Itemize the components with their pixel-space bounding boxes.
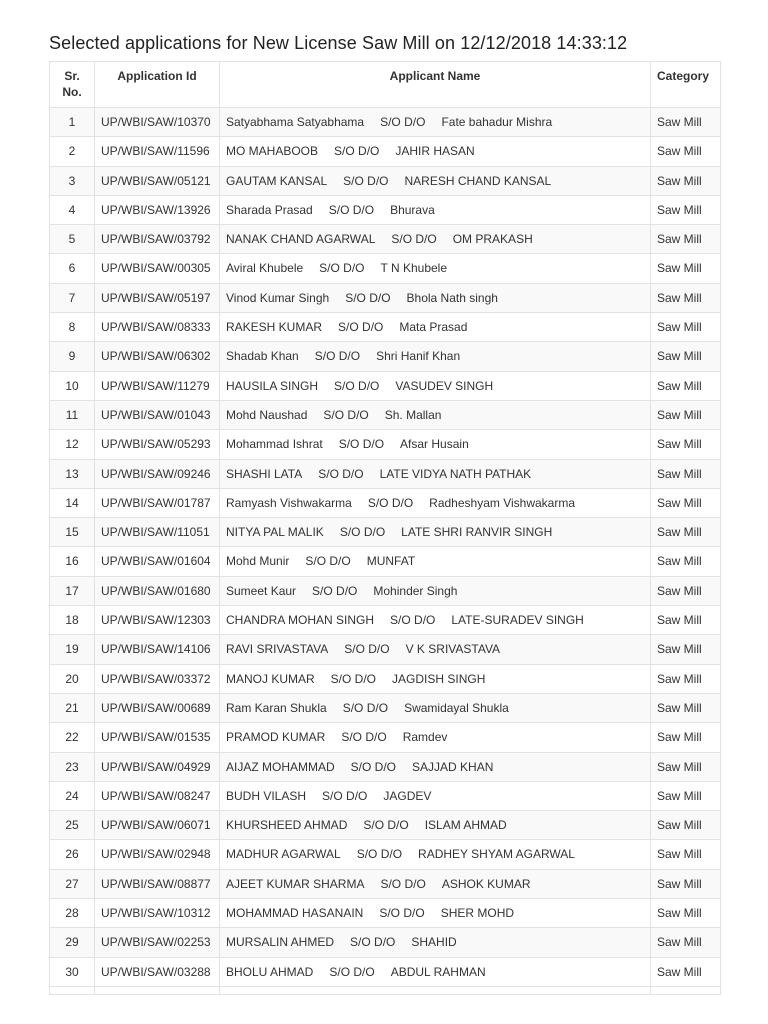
cell-category: Saw Mill bbox=[651, 283, 721, 312]
applicant-name: NANAK CHAND AGARWAL bbox=[226, 232, 376, 247]
parent-name: OM PRAKASH bbox=[452, 232, 533, 247]
cell-sr-no: 12 bbox=[50, 430, 95, 459]
applicant-name: Satyabhama Satyabhama bbox=[226, 115, 365, 129]
cell-applicant-name bbox=[220, 195, 651, 224]
cell-applicant-name bbox=[220, 108, 651, 137]
cell-applicant-name bbox=[220, 342, 651, 371]
cell-sr-no: 23 bbox=[50, 752, 95, 781]
cell-application-id: UP/WBI/SAW/11596 bbox=[95, 137, 220, 166]
parent-name: ABDUL RAHMAN bbox=[390, 964, 486, 979]
cell-application-id: UP/WBI/SAW/03792 bbox=[95, 225, 220, 254]
cell-sr-no: 11 bbox=[50, 400, 95, 429]
parent-name: JAGDISH SINGH bbox=[392, 671, 486, 686]
applicant-name: Ramyash Vishwakarma bbox=[226, 495, 352, 510]
table-row bbox=[50, 606, 721, 635]
relation-label: S/O D/O bbox=[338, 437, 385, 452]
parent-name: Ramdev bbox=[402, 730, 448, 745]
table-row bbox=[50, 840, 721, 869]
relation-label: S/O D/O bbox=[367, 495, 414, 510]
cell-sr-no: 19 bbox=[50, 635, 95, 664]
applicant-name: PRAMOD KUMAR bbox=[226, 730, 326, 745]
cell-applicant-name bbox=[220, 283, 651, 312]
applicant-name: HAUSILA SINGH bbox=[226, 378, 319, 393]
applicant-name: Ram Karan Shukla bbox=[226, 700, 327, 715]
applicant-name: Sumeet Kaur bbox=[226, 583, 297, 598]
cell-applicant-name bbox=[220, 459, 651, 488]
parent-name: Fate bahadur Mishra bbox=[441, 115, 553, 129]
cell-applicant-name bbox=[220, 957, 651, 986]
table-row bbox=[50, 254, 721, 283]
cell-applicant-name bbox=[220, 313, 651, 342]
table-row bbox=[50, 137, 721, 166]
parent-name: VASUDEV SINGH bbox=[395, 378, 494, 393]
cell-sr-no: 30 bbox=[50, 957, 95, 986]
parent-name: Afsar Husain bbox=[400, 437, 469, 452]
applicant-name: Shadab Khan bbox=[226, 349, 299, 364]
applicant-name: MURSALIN AHMED bbox=[226, 935, 335, 950]
cell-category: Saw Mill bbox=[651, 635, 721, 664]
cell-category: Saw Mill bbox=[651, 400, 721, 429]
applicant-name: Mohd Munir bbox=[226, 554, 290, 569]
cell-sr-no: 29 bbox=[50, 928, 95, 957]
cell-application-id: UP/WBI/SAW/10312 bbox=[95, 899, 220, 928]
cell-sr-no: 8 bbox=[50, 313, 95, 342]
cell-sr-no: 22 bbox=[50, 723, 95, 752]
header-applicant-name: Applicant Name bbox=[220, 62, 651, 108]
cell-application-id: UP/WBI/SAW/04929 bbox=[95, 752, 220, 781]
cell-applicant-name bbox=[220, 899, 651, 928]
cell-applicant-name bbox=[220, 576, 651, 605]
parent-name: Mata Prasad bbox=[399, 320, 468, 335]
relation-label: S/O D/O bbox=[350, 759, 397, 774]
cell-category: Saw Mill bbox=[651, 430, 721, 459]
table-row bbox=[50, 459, 721, 488]
cell-sr-no: 5 bbox=[50, 225, 95, 254]
relation-label: S/O D/O bbox=[329, 964, 375, 979]
table-row bbox=[50, 430, 721, 459]
cell-category: Saw Mill bbox=[651, 928, 721, 957]
relation-label: S/O D/O bbox=[343, 173, 389, 188]
relation-label: S/O D/O bbox=[363, 818, 409, 833]
cell-applicant-name bbox=[220, 840, 651, 869]
cell-sr-no: 16 bbox=[50, 547, 95, 576]
table-row bbox=[50, 371, 721, 400]
cell-category: Saw Mill bbox=[651, 108, 721, 137]
applicant-name: KHURSHEED AHMAD bbox=[226, 818, 348, 833]
relation-label: S/O D/O bbox=[314, 349, 361, 364]
table-row bbox=[50, 781, 721, 810]
relation-label: S/O D/O bbox=[305, 554, 351, 569]
relation-label: S/O D/O bbox=[390, 613, 436, 628]
parent-name: ISLAM AHMAD bbox=[424, 818, 507, 833]
cell-category: Saw Mill bbox=[651, 459, 721, 488]
cell-applicant-name bbox=[220, 664, 651, 693]
cell-sr-no: 10 bbox=[50, 371, 95, 400]
relation-label: S/O D/O bbox=[334, 144, 380, 159]
cell-empty bbox=[50, 986, 95, 994]
relation-label: S/O D/O bbox=[319, 261, 365, 276]
cell-sr-no: 20 bbox=[50, 664, 95, 693]
cell-applicant-name bbox=[220, 781, 651, 810]
parent-name: JAGDEV bbox=[383, 788, 432, 803]
table-row bbox=[50, 400, 721, 429]
cell-applicant-name bbox=[220, 254, 651, 283]
table-row bbox=[50, 928, 721, 957]
cell-applicant-name bbox=[220, 166, 651, 195]
cell-application-id: UP/WBI/SAW/11051 bbox=[95, 518, 220, 547]
cell-applicant-name bbox=[220, 752, 651, 781]
parent-name: JAHIR HASAN bbox=[395, 144, 475, 159]
table-row bbox=[50, 723, 721, 752]
cell-category: Saw Mill bbox=[651, 576, 721, 605]
relation-label: S/O D/O bbox=[391, 232, 437, 247]
cell-sr-no: 7 bbox=[50, 283, 95, 312]
cell-sr-no: 9 bbox=[50, 342, 95, 371]
applicant-name: Vinod Kumar Singh bbox=[226, 290, 330, 305]
applicant-name: BHOLU AHMAD bbox=[226, 964, 314, 979]
table-row bbox=[50, 664, 721, 693]
cell-applicant-name bbox=[220, 723, 651, 752]
cell-empty bbox=[651, 986, 721, 994]
cell-sr-no: 25 bbox=[50, 811, 95, 840]
cell-category: Saw Mill bbox=[651, 664, 721, 693]
cell-category: Saw Mill bbox=[651, 137, 721, 166]
parent-name: LATE VIDYA NATH PATHAK bbox=[379, 466, 532, 481]
table-row bbox=[50, 869, 721, 898]
table-row bbox=[50, 957, 721, 986]
cell-category: Saw Mill bbox=[651, 488, 721, 517]
applicant-name: RAKESH KUMAR bbox=[226, 320, 323, 335]
applicant-name: AJEET KUMAR SHARMA bbox=[226, 876, 365, 891]
cell-category: Saw Mill bbox=[651, 693, 721, 722]
cell-applicant-name bbox=[220, 518, 651, 547]
cell-category: Saw Mill bbox=[651, 606, 721, 635]
cell-application-id: UP/WBI/SAW/02948 bbox=[95, 840, 220, 869]
cell-category: Saw Mill bbox=[651, 869, 721, 898]
parent-name: LATE SHRI RANVIR SINGH bbox=[401, 525, 553, 540]
relation-label: S/O D/O bbox=[380, 115, 426, 129]
parent-name: LATE-SURADEV SINGH bbox=[451, 613, 584, 628]
cell-category: Saw Mill bbox=[651, 811, 721, 840]
applicant-name: AIJAZ MOHAMMAD bbox=[226, 759, 335, 774]
cell-sr-no: 13 bbox=[50, 459, 95, 488]
table-header-row bbox=[50, 62, 721, 108]
cell-sr-no: 17 bbox=[50, 576, 95, 605]
table-row bbox=[50, 576, 721, 605]
applicant-name: Aviral Khubele bbox=[226, 261, 304, 276]
cell-category: Saw Mill bbox=[651, 166, 721, 195]
cell-application-id: UP/WBI/SAW/03288 bbox=[95, 957, 220, 986]
table-row bbox=[50, 635, 721, 664]
parent-name: T N Khubele bbox=[380, 261, 448, 276]
parent-name: Bhola Nath singh bbox=[406, 290, 498, 305]
cell-applicant-name bbox=[220, 225, 651, 254]
relation-label: S/O D/O bbox=[345, 290, 391, 305]
cell-category: Saw Mill bbox=[651, 518, 721, 547]
applicant-name: Mohammad Ishrat bbox=[226, 437, 323, 452]
cell-application-id: UP/WBI/SAW/05121 bbox=[95, 166, 220, 195]
header-sr-no: Sr. No. bbox=[50, 62, 95, 108]
relation-label: S/O D/O bbox=[334, 378, 380, 393]
cell-sr-no: 21 bbox=[50, 693, 95, 722]
table-row bbox=[50, 811, 721, 840]
cell-sr-no: 28 bbox=[50, 899, 95, 928]
applicant-name: GAUTAM KANSAL bbox=[226, 173, 328, 188]
table-body bbox=[50, 108, 721, 995]
cell-sr-no: 2 bbox=[50, 137, 95, 166]
applicant-name: SHASHI LATA bbox=[226, 466, 303, 481]
relation-label: S/O D/O bbox=[312, 583, 358, 598]
table-row bbox=[50, 195, 721, 224]
cell-application-id: UP/WBI/SAW/05293 bbox=[95, 430, 220, 459]
cell-applicant-name bbox=[220, 811, 651, 840]
cell-category: Saw Mill bbox=[651, 254, 721, 283]
cell-applicant-name bbox=[220, 606, 651, 635]
table-row-partial bbox=[50, 986, 721, 994]
cell-sr-no: 27 bbox=[50, 869, 95, 898]
cell-application-id: UP/WBI/SAW/00689 bbox=[95, 693, 220, 722]
table-row bbox=[50, 342, 721, 371]
relation-label: S/O D/O bbox=[323, 407, 369, 422]
cell-application-id: UP/WBI/SAW/06302 bbox=[95, 342, 220, 371]
table-row bbox=[50, 899, 721, 928]
cell-application-id: UP/WBI/SAW/05197 bbox=[95, 283, 220, 312]
parent-name: SHAHID bbox=[411, 935, 457, 950]
table-row bbox=[50, 166, 721, 195]
cell-applicant-name bbox=[220, 693, 651, 722]
cell-application-id: UP/WBI/SAW/08247 bbox=[95, 781, 220, 810]
cell-category: Saw Mill bbox=[651, 342, 721, 371]
cell-applicant-name bbox=[220, 635, 651, 664]
parent-name: Mohinder Singh bbox=[373, 583, 458, 598]
parent-name: Sh. Mallan bbox=[384, 407, 442, 422]
parent-name: V K SRIVASTAVA bbox=[405, 642, 501, 657]
cell-application-id: UP/WBI/SAW/12303 bbox=[95, 606, 220, 635]
relation-label: S/O D/O bbox=[380, 876, 426, 891]
cell-sr-no: 1 bbox=[50, 108, 95, 137]
cell-application-id: UP/WBI/SAW/01535 bbox=[95, 723, 220, 752]
cell-category: Saw Mill bbox=[651, 840, 721, 869]
applicant-name: MOHAMMAD HASANAIN bbox=[226, 906, 364, 921]
cell-category: Saw Mill bbox=[651, 957, 721, 986]
table-row bbox=[50, 313, 721, 342]
parent-name: Radheshyam Vishwakarma bbox=[429, 495, 576, 510]
cell-sr-no: 26 bbox=[50, 840, 95, 869]
cell-application-id: UP/WBI/SAW/01787 bbox=[95, 488, 220, 517]
cell-application-id: UP/WBI/SAW/08333 bbox=[95, 313, 220, 342]
cell-empty bbox=[95, 986, 220, 994]
cell-empty bbox=[220, 986, 651, 994]
table-row bbox=[50, 108, 721, 137]
cell-category: Saw Mill bbox=[651, 723, 721, 752]
cell-sr-no: 14 bbox=[50, 488, 95, 517]
cell-sr-no: 15 bbox=[50, 518, 95, 547]
parent-name: SAJJAD KHAN bbox=[412, 759, 494, 774]
applicant-name: Sharada Prasad bbox=[226, 202, 313, 217]
table-row bbox=[50, 283, 721, 312]
header-category: Category bbox=[651, 62, 721, 108]
applicant-name: MADHUR AGARWAL bbox=[226, 847, 341, 862]
cell-application-id: UP/WBI/SAW/10370 bbox=[95, 108, 220, 137]
cell-applicant-name bbox=[220, 869, 651, 898]
cell-category: Saw Mill bbox=[651, 195, 721, 224]
page-title: Selected applications for New License Saw Mill on 12/12/2018 14:33:12 bbox=[49, 33, 628, 53]
parent-name: ASHOK KUMAR bbox=[441, 876, 531, 891]
applicant-name: MANOJ KUMAR bbox=[226, 671, 315, 686]
cell-sr-no: 6 bbox=[50, 254, 95, 283]
applicant-name: NITYA PAL MALIK bbox=[226, 525, 324, 540]
table-row bbox=[50, 488, 721, 517]
relation-label: S/O D/O bbox=[330, 671, 377, 686]
parent-name: RADHEY SHYAM AGARWAL bbox=[418, 847, 575, 862]
cell-application-id: UP/WBI/SAW/09246 bbox=[95, 459, 220, 488]
table-row bbox=[50, 693, 721, 722]
cell-application-id: UP/WBI/SAW/06071 bbox=[95, 811, 220, 840]
header-application-id: Application Id bbox=[95, 62, 220, 108]
relation-label: S/O D/O bbox=[356, 847, 403, 862]
cell-category: Saw Mill bbox=[651, 899, 721, 928]
relation-label: S/O D/O bbox=[344, 642, 390, 657]
cell-sr-no: 18 bbox=[50, 606, 95, 635]
parent-name: MUNFAT bbox=[366, 554, 416, 569]
cell-application-id: UP/WBI/SAW/01043 bbox=[95, 400, 220, 429]
applicant-name: RAVI SRIVASTAVA bbox=[226, 642, 329, 657]
relation-label: S/O D/O bbox=[379, 906, 425, 921]
cell-application-id: UP/WBI/SAW/01680 bbox=[95, 576, 220, 605]
cell-category: Saw Mill bbox=[651, 547, 721, 576]
cell-application-id: UP/WBI/SAW/11279 bbox=[95, 371, 220, 400]
relation-label: S/O D/O bbox=[328, 202, 375, 217]
cell-sr-no: 3 bbox=[50, 166, 95, 195]
cell-application-id: UP/WBI/SAW/03372 bbox=[95, 664, 220, 693]
cell-application-id: UP/WBI/SAW/14106 bbox=[95, 635, 220, 664]
cell-category: Saw Mill bbox=[651, 313, 721, 342]
applicant-name: MO MAHABOOB bbox=[226, 144, 319, 159]
cell-applicant-name bbox=[220, 430, 651, 459]
relation-label: S/O D/O bbox=[350, 935, 396, 950]
cell-application-id: UP/WBI/SAW/02253 bbox=[95, 928, 220, 957]
table-row bbox=[50, 518, 721, 547]
cell-application-id: UP/WBI/SAW/00305 bbox=[95, 254, 220, 283]
table-row bbox=[50, 225, 721, 254]
cell-application-id: UP/WBI/SAW/01604 bbox=[95, 547, 220, 576]
applicant-name: CHANDRA MOHAN SINGH bbox=[226, 613, 375, 628]
relation-label: S/O D/O bbox=[318, 466, 364, 481]
relation-label: S/O D/O bbox=[338, 320, 384, 335]
parent-name: Shri Hanif Khan bbox=[376, 349, 461, 364]
cell-applicant-name bbox=[220, 400, 651, 429]
relation-label: S/O D/O bbox=[322, 788, 368, 803]
applicant-name: BUDH VILASH bbox=[226, 788, 307, 803]
relation-label: S/O D/O bbox=[342, 700, 389, 715]
relation-label: S/O D/O bbox=[339, 525, 386, 540]
relation-label: S/O D/O bbox=[341, 730, 387, 745]
table-row bbox=[50, 752, 721, 781]
cell-sr-no: 24 bbox=[50, 781, 95, 810]
cell-category: Saw Mill bbox=[651, 752, 721, 781]
table-row bbox=[50, 547, 721, 576]
parent-name: Bhurava bbox=[390, 202, 435, 217]
applications-table bbox=[49, 61, 721, 995]
cell-applicant-name bbox=[220, 488, 651, 517]
cell-applicant-name bbox=[220, 928, 651, 957]
cell-sr-no: 4 bbox=[50, 195, 95, 224]
cell-applicant-name bbox=[220, 547, 651, 576]
cell-category: Saw Mill bbox=[651, 371, 721, 400]
parent-name: Swamidayal Shukla bbox=[404, 700, 509, 715]
cell-application-id: UP/WBI/SAW/08877 bbox=[95, 869, 220, 898]
cell-category: Saw Mill bbox=[651, 781, 721, 810]
parent-name: NARESH CHAND KANSAL bbox=[404, 173, 552, 188]
cell-applicant-name bbox=[220, 137, 651, 166]
cell-applicant-name bbox=[220, 371, 651, 400]
cell-category: Saw Mill bbox=[651, 225, 721, 254]
cell-application-id: UP/WBI/SAW/13926 bbox=[95, 195, 220, 224]
parent-name: SHER MOHD bbox=[440, 906, 515, 921]
applicant-name: Mohd Naushad bbox=[226, 407, 308, 422]
